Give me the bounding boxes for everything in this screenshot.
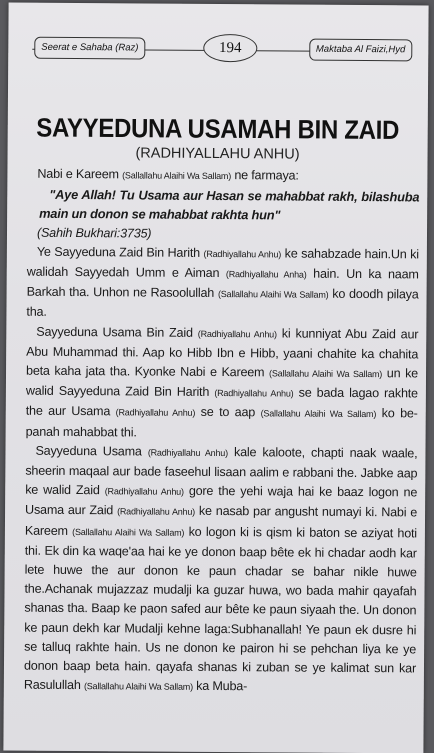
text-span: ko doodh pilaya tha. <box>26 287 419 320</box>
honorific: (Sallallahu Alaihi Wa Sallam) <box>217 289 329 301</box>
text-span: ki kunniyat Abu Zaid aur Abu Muhammad thi. Aap ko Hibb Ibn e Hibb, yaani chahite ka chahita beta kaha jata tha. Kyonke Nabi e Kareem <box>25 326 419 380</box>
chapter-subtitle: (RADHIYALLAHU ANHU) <box>135 145 300 163</box>
text-span: se bada lagao rakhte the aur Usama <box>25 385 418 419</box>
page-number: 194 <box>203 34 257 62</box>
text-span: ke sahabzade hain.Un ki walidah Sayyedah Umm e Aiman <box>26 246 419 281</box>
text-span: ke nasab par angusht numayi ki. Nabi e Kareem <box>24 504 418 538</box>
text-span: ko be-panah mahabbat thi. <box>25 406 418 440</box>
text-span: Sayyeduna Usama Bin Zaid <box>36 324 193 340</box>
text-span: Sayyeduna Usama <box>35 443 142 459</box>
page-body <box>24 165 420 699</box>
hadith-quote: "Aye Allah! Tu Usama aur Hasan se mahabbat rakh, bilashuba main un donon se mahabbat rakhta hun" <box>39 187 420 223</box>
text-span: gore the yehi waja hai ke baaz logon ne Usama aur Zaid <box>25 484 418 518</box>
chapter-title: SAYYEDUNA USAMAH BIN ZAID <box>36 113 400 146</box>
salutation: (Sallallahu Alaihi Wa Sallam) <box>122 170 232 182</box>
text-span: ko logon ki is qism ki baton se aziyat hoti thi. Ek din ka waqe'aa hai ke ye donon baap bête ek hi chadar aodh kar lete huwe the aur donon ke paun chadar se bahar nikle huwe the.Achanak mujazzaz mudalji ka guzar huwa, wo bada mahir qayafah shanas tha. Baap ke paon safed aur bête ke paun siyaah the. Un donon ke paun dekh kar Mudalji kehne laga:Subhanallah! Ye paun ek dusre hi se talluq rakhte hain. Us ne donon ke pairon hi se pehchan liya ke ye donon baap beta hain. qayafa shanas ki zuban se ye kalimat sun kar Rasulullah <box>23 524 417 693</box>
paragraph-2 <box>26 322 419 444</box>
honorific: (Sallallahu Alaihi Wa Sallam) <box>83 681 193 693</box>
honorific: (Radhiyallahu Anhu) <box>104 486 184 498</box>
book-page <box>3 3 428 753</box>
text-span: Ye Sayyeduna Zaid Bin Harith <box>36 244 201 260</box>
honorific: (Radhiyallahu Anhu) <box>115 407 196 419</box>
text-span: se to aap <box>200 405 256 420</box>
honorific: (Radhiyallahu Anhu) <box>197 328 277 340</box>
text-span: un ke walid Sayyeduna Zaid Bin Harith <box>25 366 419 400</box>
honorific: (Radhiyallahu Anhu) <box>147 447 228 458</box>
intro-text: Nabi e Kareem <box>37 166 119 182</box>
honorific: (Sallallahu Alaihi Wa Sallam) <box>72 526 185 538</box>
book-title-label: Seerat e Sahaba (Raz) <box>34 37 145 60</box>
text-span: ka Muba- <box>196 679 248 694</box>
text-span: kale kaloote, chapti naak waale, sheerin maqaal aur bade faseehul lisaan aalim e rabbani the. Jabke aap ke walid Zaid <box>25 444 418 498</box>
publisher-label: Maktaba Al Faizi,Hyd <box>309 39 413 62</box>
text-span: hain. Un ka naam Barkah tha. Unhon ne Rasoolullah <box>26 266 419 301</box>
honorific: (Radhiyallahu Anhu) <box>117 506 196 518</box>
paragraph-3 <box>24 442 418 699</box>
honorific: (Radhiyallahu Anhu) <box>214 388 294 399</box>
page-header <box>8 33 428 76</box>
hadith-reference: (Sahih Bukhari:3735) <box>36 225 152 241</box>
intro-line <box>27 165 419 188</box>
honorific: (Radhiyallahu Anhu) <box>203 248 282 260</box>
honorific: (Sallallahu Alaihi Wa Sallam) <box>269 368 383 380</box>
honorific: (Radhiyallahu Anha) <box>225 269 307 280</box>
intro-text-end: ne farmaya: <box>234 168 299 183</box>
paragraph-1 <box>26 242 419 325</box>
honorific: (Sallallahu Alaihi Wa Sallam) <box>260 408 377 420</box>
